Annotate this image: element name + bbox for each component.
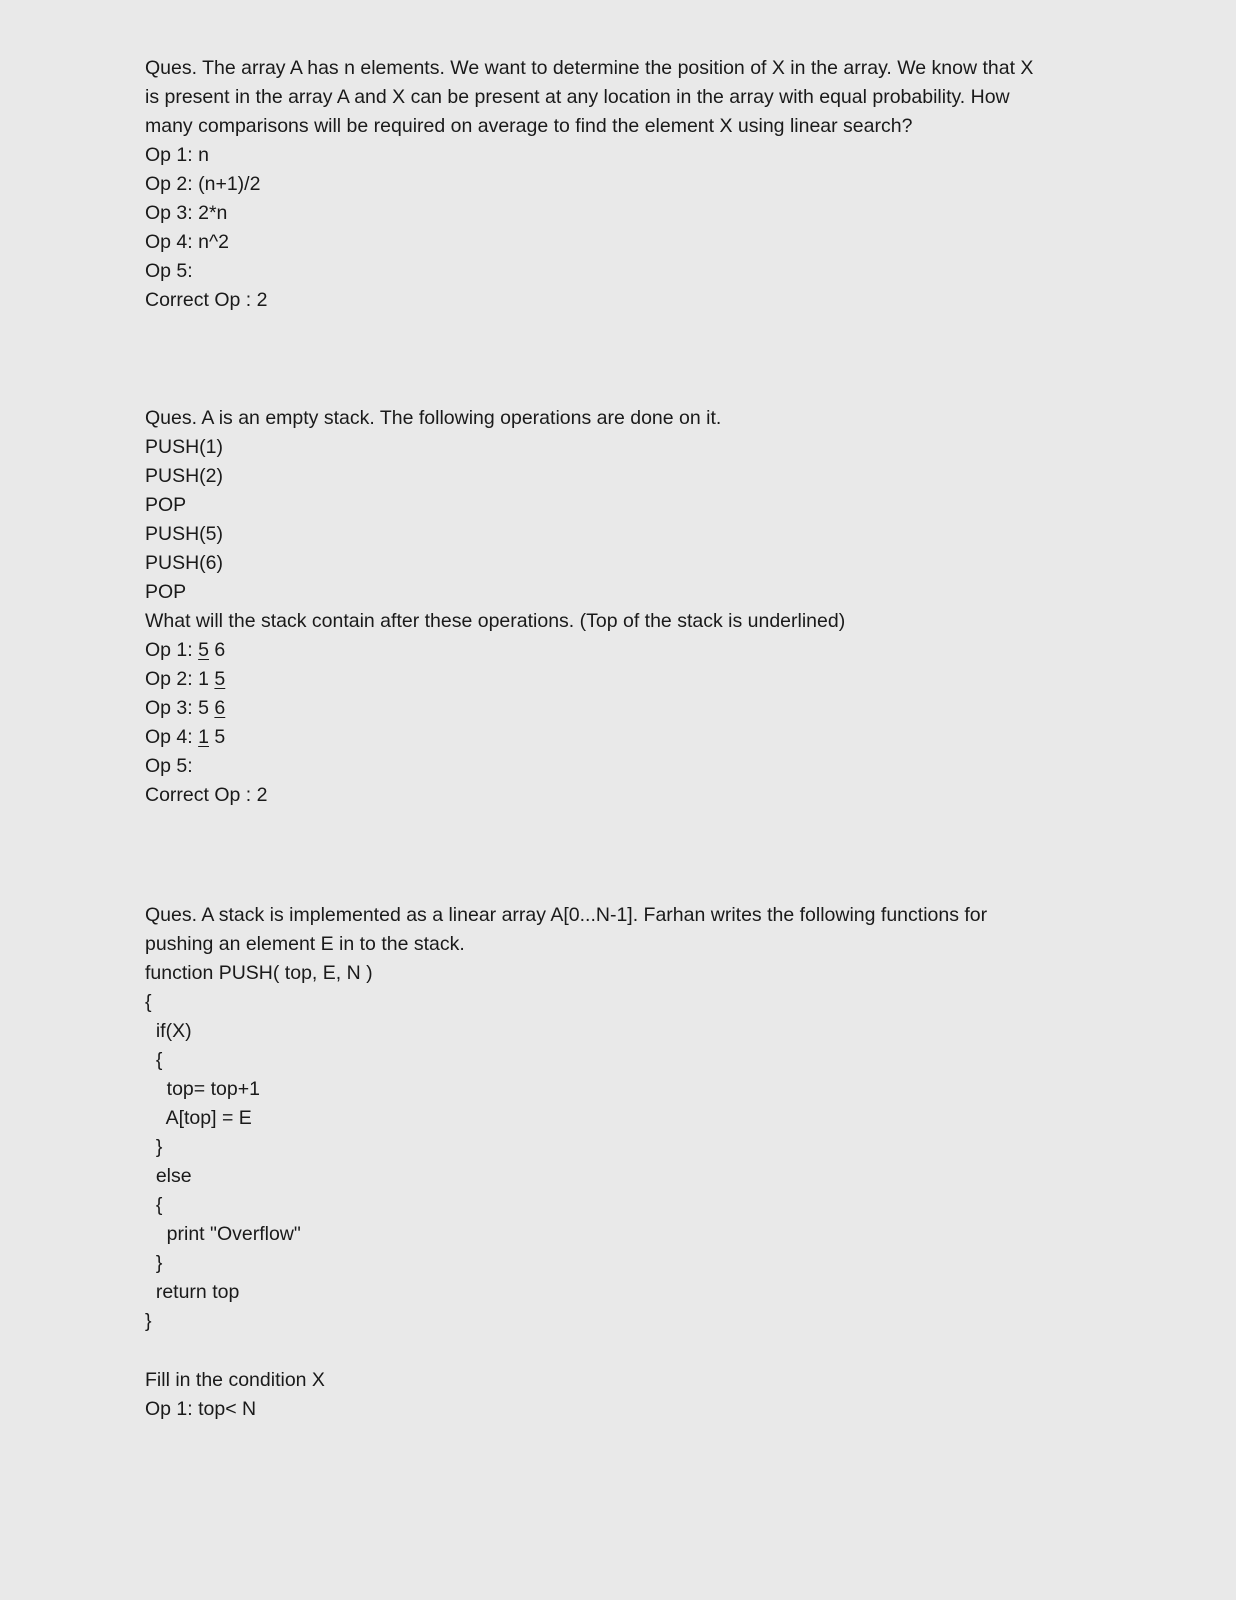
q2-option-3-prefix: Op 3: [145, 697, 199, 719]
q2-option-4-second: 5 [214, 726, 226, 748]
q3-code-line-8: else [145, 1165, 192, 1187]
q2-operation-5: PUSH(6) [145, 552, 224, 574]
q3-code-line-12: return top [145, 1281, 240, 1303]
q3-code-line-1: function PUSH( top, E, N ) [145, 962, 373, 984]
q3-code-line-5: top= top+1 [145, 1078, 260, 1100]
q2-correct-answer: Correct Op : 2 [145, 784, 268, 806]
q3-code-line-10: print "Overflow" [145, 1223, 301, 1245]
q2-option-4-first: 1 [198, 726, 209, 748]
q1-text-line-3: many comparisons will be required on average to find the element X using linear search? [145, 115, 913, 137]
q2-option-3-second: 6 [214, 697, 226, 719]
q2-option-1-first: 5 [198, 639, 209, 661]
q3-code-line-6: A[top] = E [145, 1107, 252, 1129]
q2-operation-1: PUSH(1) [145, 436, 224, 458]
q2-option-2-second: 5 [214, 668, 226, 690]
q1-option-1: Op 1: n [145, 144, 209, 166]
q2-operation-4: PUSH(5) [145, 523, 224, 545]
q2-option-2-prefix: Op 2: [145, 668, 199, 690]
q3-code-line-13: } [145, 1310, 152, 1332]
q3-code-line-11: } [145, 1252, 163, 1274]
q2-option-1-second: 6 [214, 639, 226, 661]
q2-option-4-prefix: Op 4: [145, 726, 199, 748]
q1-option-2: Op 2: (n+1)/2 [145, 173, 261, 195]
q3-text-line-2: pushing an element E in to the stack. [145, 933, 465, 955]
q2-operation-3: POP [145, 494, 187, 516]
q2-operation-6: POP [145, 581, 187, 603]
q2-text: Ques. A is an empty stack. The following operations are done on it. [145, 407, 722, 429]
q3-code-line-7: } [145, 1136, 163, 1158]
q2-question: What will the stack contain after these operations. (Top of the stack is underlined) [145, 610, 846, 632]
q2-option-1 [145, 636, 225, 665]
q2-operation-2: PUSH(2) [145, 465, 224, 487]
q1-text-line-2: is present in the array A and X can be present at any location in the array with equal probability. How [145, 86, 1010, 108]
q3-code-line-4: { [145, 1049, 163, 1071]
q3-code-line-9: { [145, 1194, 163, 1216]
q3-code-line-2: { [145, 991, 152, 1013]
q2-option-2 [145, 665, 225, 694]
q2-option-1-prefix: Op 1: [145, 639, 199, 661]
q2-option-3-first: 5 [198, 697, 209, 719]
q3-text-line-1: Ques. A stack is implemented as a linear array A[0...N-1]. Farhan writes the following functions for [145, 904, 988, 926]
q3-option-1: Op 1: top< N [145, 1398, 257, 1420]
q1-option-4: Op 4: n^2 [145, 231, 229, 253]
q2-option-2-first: 1 [198, 668, 209, 690]
q3-fill-prompt: Fill in the condition X [145, 1369, 325, 1391]
q2-option-3 [145, 694, 225, 723]
q2-option-5: Op 5: [145, 755, 193, 777]
q1-text-line-1: Ques. The array A has n elements. We want to determine the position of X in the array. We know that X [145, 57, 1034, 79]
q1-option-3: Op 3: 2*n [145, 202, 228, 224]
q2-option-4 [145, 723, 225, 752]
q3-code-line-3: if(X) [145, 1020, 192, 1042]
q1-option-5: Op 5: [145, 260, 193, 282]
q1-correct-answer: Correct Op : 2 [145, 289, 268, 311]
